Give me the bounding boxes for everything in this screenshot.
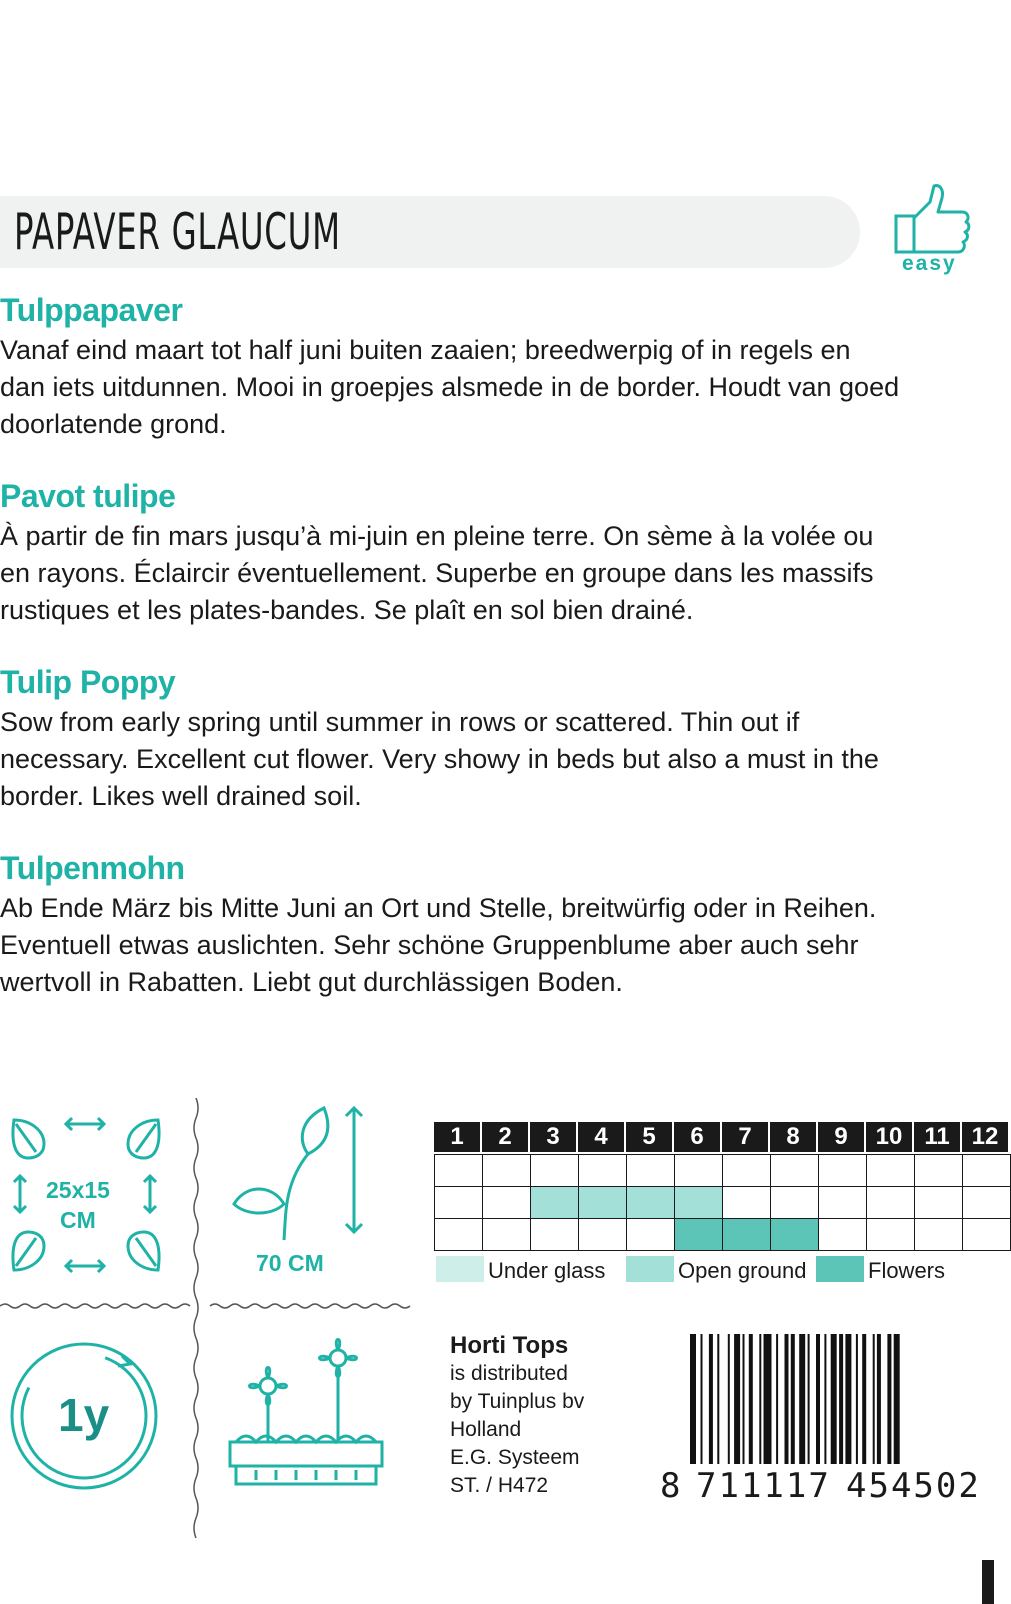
- barcode-bar: [791, 1334, 795, 1464]
- calendar-cell: [578, 1218, 627, 1251]
- calendar-cell: [722, 1154, 771, 1187]
- barcode-bar: [785, 1334, 789, 1464]
- calendar-month-1: 1: [434, 1122, 480, 1152]
- calendar-cell: [578, 1154, 627, 1187]
- calendar-cell: [626, 1218, 675, 1251]
- calendar-month-11: 11: [914, 1122, 960, 1152]
- calendar-cell: [962, 1154, 1011, 1187]
- barcode-bar: [831, 1334, 837, 1464]
- calendar-cell: [434, 1186, 483, 1219]
- calendar-cell: [914, 1218, 963, 1251]
- calendar-cell: [674, 1186, 723, 1219]
- barcode-bar: [839, 1334, 843, 1464]
- barcode-digits-right: 454502: [846, 1466, 981, 1506]
- calendar-cell: [626, 1186, 675, 1219]
- calendar-cell: [866, 1154, 915, 1187]
- calendar-cell: [530, 1154, 579, 1187]
- section-heading-nl: Tulppapaver: [0, 292, 183, 328]
- calendar-cell: [626, 1154, 675, 1187]
- distributor-line: ST. / H472: [450, 1474, 549, 1497]
- lifecycle-label: 1y: [58, 1389, 110, 1441]
- spacing-label-top: 25x15: [46, 1177, 110, 1203]
- calendar-month-8: 8: [770, 1122, 816, 1152]
- calendar-cell: [722, 1186, 771, 1219]
- calendar-cell: [818, 1186, 867, 1219]
- section-text-en: Sow from early spring until summer in rows or scattered. Thin out if necessary. Excellent cut flower. Very showy in beds but also a must in the border. Likes well drained soil.: [0, 707, 879, 811]
- barcode-bar: [776, 1334, 778, 1464]
- section-heading-de: Tulpenmohn: [0, 850, 185, 886]
- barcode-bar: [799, 1334, 805, 1464]
- barcode-bar: [887, 1334, 891, 1464]
- section-text-de: Ab Ende März bis Mitte Juni an Ort und Stelle, breitwürfig oder in Reihen. Eventuell etwas auslichten. Sehr schöne Gruppenblume aber auch sehr wertvoll in Rabatten. Liebt gut durchlässigen Boden.: [0, 893, 877, 997]
- calendar-month-9: 9: [818, 1122, 864, 1152]
- distributor-line: Holland: [450, 1418, 522, 1441]
- calendar-cell: [482, 1154, 531, 1187]
- distributor-line: is distributed: [450, 1362, 568, 1385]
- calendar-month-5: 5: [626, 1122, 672, 1152]
- plant-height-icon: [228, 1104, 378, 1254]
- legend-label-flowers: Flowers: [868, 1258, 946, 1283]
- calendar-cell: [722, 1218, 771, 1251]
- barcode-bar: [728, 1334, 730, 1464]
- distributor-info: [450, 1332, 584, 1500]
- calendar-cell: [674, 1218, 723, 1251]
- product-title: PAPAVER GLAUCUM: [14, 203, 341, 261]
- barcode-bar: [743, 1334, 745, 1464]
- barcode-bar: [734, 1334, 740, 1464]
- legend-swatch-flowers: [816, 1256, 864, 1282]
- brand-name: Horti Tops: [450, 1332, 569, 1359]
- height-label: 70 CM: [256, 1250, 324, 1276]
- easy-label: easy: [902, 252, 957, 275]
- calendar-cell: [770, 1154, 819, 1187]
- calendar-cell: [866, 1186, 915, 1219]
- legend-label-open-ground: Open ground: [678, 1258, 807, 1283]
- spacing-label-bottom: CM: [60, 1207, 96, 1233]
- calendar-cell: [818, 1154, 867, 1187]
- barcode-bar: [856, 1334, 858, 1464]
- calendar-cell: [914, 1186, 963, 1219]
- calendar-cell: [578, 1186, 627, 1219]
- barcode-bar: [701, 1334, 703, 1464]
- calendar-cell: [962, 1218, 1011, 1251]
- calendar-month-6: 6: [674, 1122, 720, 1152]
- divider-horizontal: [0, 1300, 410, 1312]
- legend-label-under-glass: Under glass: [488, 1258, 606, 1283]
- barcode-bar: [824, 1334, 826, 1464]
- calendar-cell: [770, 1186, 819, 1219]
- barcode-digits-left: 711117: [696, 1466, 831, 1506]
- section-heading-en: Tulip Poppy: [0, 664, 176, 700]
- section-text-nl: Vanaf eind maart tot half juni buiten zaaien; breedwerpig of in regels en dan iets uitdunnen. Mooi in groepjes alsmede in de border. Houdt van goed doorlatende grond.: [0, 335, 900, 439]
- barcode-bar: [845, 1334, 851, 1464]
- section-text-fr: À partir de fin mars jusqu’à mi-juin en pleine terre. On sème à la volée ou en rayons. Éclaircir éventuellement. Superbe en groupe dans les massifs rustiques et les plates-bandes. Se plaît en sol bien drainé.: [0, 521, 874, 625]
- barcode-bar: [764, 1334, 772, 1464]
- barcode-bar: [709, 1334, 713, 1464]
- calendar-cell: [530, 1186, 579, 1219]
- barcode-bar: [816, 1334, 820, 1464]
- barcode-bar: [808, 1334, 810, 1464]
- barcode-digit-first: 8: [660, 1466, 681, 1506]
- calendar-cell: [962, 1186, 1011, 1219]
- calendar-cell: [434, 1154, 483, 1187]
- calendar-cell: [482, 1218, 531, 1251]
- barcode-bar: [894, 1334, 900, 1464]
- calendar-cell: [434, 1218, 483, 1251]
- calendar-cell: [866, 1218, 915, 1251]
- barcode-bar: [877, 1334, 881, 1464]
- barcode-bar: [749, 1334, 753, 1464]
- calendar-cell: [674, 1154, 723, 1187]
- calendar-month-12: 12: [962, 1122, 1008, 1152]
- calendar-cell: [770, 1218, 819, 1251]
- calendar-month-7: 7: [722, 1122, 768, 1152]
- legend-swatch-under-glass: [436, 1256, 484, 1282]
- calendar-cell: [818, 1218, 867, 1251]
- calendar-cell: [530, 1218, 579, 1251]
- barcode-bar: [873, 1334, 875, 1464]
- calendar-cell: [482, 1186, 531, 1219]
- flower-tray-icon: [226, 1326, 386, 1496]
- divider-vertical: [190, 1098, 202, 1538]
- edge-mark: [982, 1560, 994, 1604]
- section-heading-fr: Pavot tulipe: [0, 478, 176, 514]
- calendar-cell: [914, 1154, 963, 1187]
- legend-swatch-open-ground: [626, 1256, 674, 1282]
- calendar-month-2: 2: [482, 1122, 528, 1152]
- distributor-line: E.G. Systeem: [450, 1446, 580, 1469]
- calendar-month-3: 3: [530, 1122, 576, 1152]
- barcode: [690, 1334, 994, 1464]
- distributor-line: by Tuinplus bv: [450, 1390, 585, 1413]
- barcode-bar: [862, 1334, 866, 1464]
- calendar-month-10: 10: [866, 1122, 912, 1152]
- calendar-month-4: 4: [578, 1122, 624, 1152]
- barcode-bar: [690, 1334, 696, 1464]
- barcode-bar: [717, 1334, 719, 1464]
- barcode-bar: [759, 1334, 761, 1464]
